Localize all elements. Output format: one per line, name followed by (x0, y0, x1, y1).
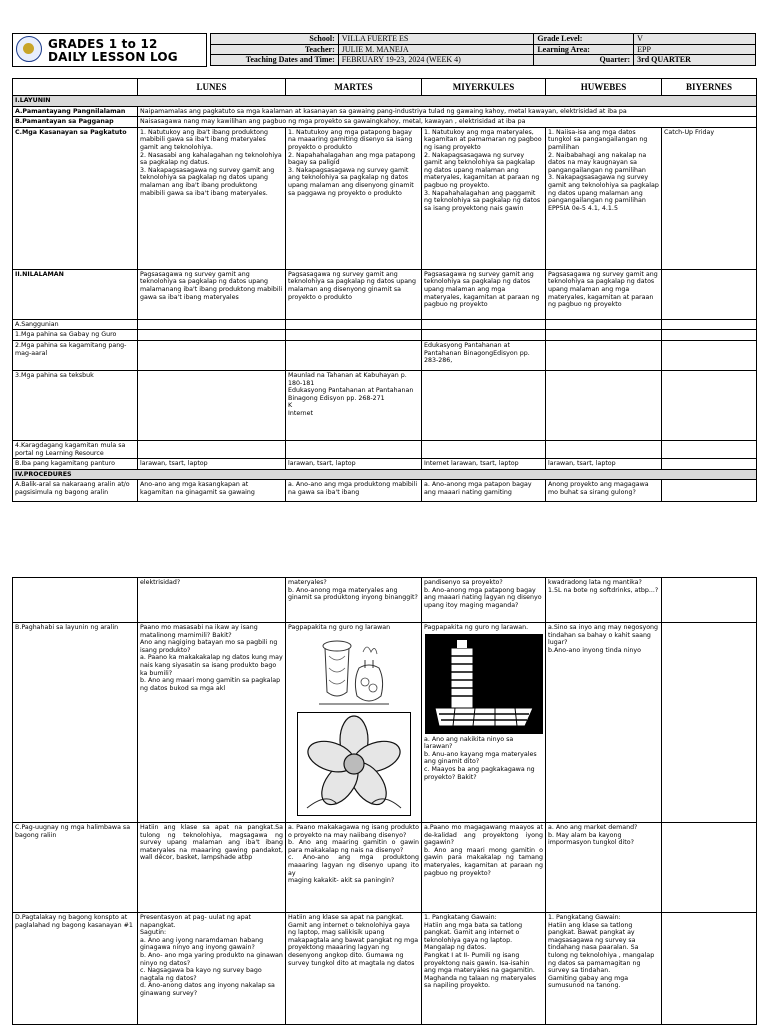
panturo-huwebes: larawan, tsart, laptop (546, 459, 662, 470)
paghahabi-lunes: Paano mo masasabi na ikaw ay isang matalinong mamimili? Bakit? Ano ang nagiging batayan mo sa pagbili ng isang produkto? a. Paano ka makakakalap ng datos kung may nais kang siyasatin sa isang produkto bago ka bumili? b. Ano ang maari mong gamitin sa pagkalap ng datos bukod sa mga akl (138, 623, 286, 823)
balik-cont-huwebes: kwadradong lata ng mantika? 1.5L na bote ng softdrinks, atbp...? (546, 578, 662, 623)
title-line-1: GRADES 1 to 12 (48, 37, 158, 51)
pag-uugnay-label: C.Pag-uugnay ng mga halimbawa sa bagong raliin (13, 823, 138, 913)
pag-uugnay-huwebes: a. Ano ang market demand? b. May alam ba kayong impormasyon tungkol dito? (546, 823, 662, 913)
balik-cont-miyerkules: pandisenyo sa proyekto? b. Ano-anong mga patapong bagay ang maaari nating lagyan ng disenyo upang itoy maging maganda? (422, 578, 546, 623)
pag-uugnay-miyerkules: a.Paano mo magagawang maayos at de-kalidad ang proyektong iyong gagawin? b. Ano ang maari mong gamitin o gawin para makakalap ng tamang materyales, kagamitan at paraan ng pagbuo ng proyekto? (422, 823, 546, 913)
quarter-value: 3rd QUARTER (634, 55, 756, 66)
nilalaman-martes: Pagsasagawa ng survey gamit ang teknolohiya sa pagkalap ng datos upang malaman ang disenyong ginamit sa proyekto o produkto (286, 269, 422, 319)
balik-martes: a. Ano-ano ang mga produktong mabibili na gawa sa iba't ibang (286, 480, 422, 502)
nilalaman-label: II.NILALAMAN (13, 269, 138, 319)
lesson-table-page1 (12, 78, 757, 502)
day-header-biyernes: BIYERNES (662, 79, 757, 96)
pangnilalaman-label: A.Pamantayang Pangnilalaman (13, 106, 138, 117)
paghahabi-martes-cell (286, 623, 422, 823)
pagganap-text: Naisasagawa nang may kawilihan ang pagbuo ng mga proyekto sa gawaingkahoy, metal, kawayan , elektrisidad at iba pa (138, 117, 757, 128)
header-info-table (210, 33, 756, 66)
panturo-martes: larawan, tsart, laptop (286, 459, 422, 470)
pagtalakay-martes: Hatiin ang klase sa apat na pangkat. Gamit ang internet o teknolohiya gaya ng laptop, mag salikisik upang makapagtala ang bawat pangkat ng mga proyektong maaaring lagyan ng desenyong angkop dito. Gumawa ng survey tungkol dito at magtala ng datos (286, 913, 422, 1025)
balik-cont-lunes: elektrisidad? (138, 578, 286, 623)
teacher-label: Teacher: (211, 44, 339, 55)
nilalaman-lunes: Pagsasagawa ng survey gamit ang teknolohiya sa pagkalap ng datos upang malamanang iba't ibang produktong mabibili gawa sa iba't ibang materyales (138, 269, 286, 319)
balik-huwebes: Anong proyekto ang magagawa mo buhat sa sirang gulong? (546, 480, 662, 502)
karagdagang-label: 4.Karagdagang kagamitan mula sa portal ng Learning Resource (13, 440, 138, 458)
kasanayan-miyerkules: 1. Natutukoy ang mga materyales, kagamitan at pamamaran ng pagboo ng isang proyekto 2. Nakapagsasagawa ng survey gamit ang teknolohiya sa pagkalap ng datos upang malaman ang materyales, kagamitan at paraan ng pagbuo ng proyekto. 3. Napahahalagahan ang paggamit ng teknolohiya sa pagkalap ng datos sa isang proyektong nais gawin (422, 127, 546, 269)
title-line-2: DAILY LESSON LOG (48, 50, 178, 64)
pagtalakay-huwebes: 1. Pangkatang Gawain: Hatiin ang klase sa tatlong pangkat. Bawat pangkat ay magsasagawa ng survey sa tindahang nasa paaralan. Sa tulong ng teknolohiya , mangalap ng datos sa pamamagitan ng survey sa tindahan. Gamiting gabay ang mga sumusunod na tanong. (546, 913, 662, 1025)
pag-uugnay-lunes: Hatiin ang klase sa apat na pangkat.Sa tulong ng teknolohiya, magsagawa ng survey upang malaman ang iba't ibang materyales na maaaring gawing pandakot, wall décor, basket, lampshade atbp (138, 823, 286, 913)
gabay-label: 1.Mga pahina sa Gabay ng Guro (13, 330, 138, 341)
balik-label: A.Balik-aral sa nakaraang aralin at/o pagsisimula ng bagong aralin (13, 480, 138, 502)
grade-label: Grade Level: (534, 34, 634, 45)
kasanayan-label: C.Mga Kasanayan sa Pagkatuto (13, 127, 138, 269)
panturo-label: B.Iba pang kagamitang panturo (13, 459, 138, 470)
paghahabi-martes: Pagpapakita ng guro ng larawan (288, 624, 391, 631)
dates-value: FEBRUARY 19-23, 2024 (WEEK 4) (338, 55, 534, 66)
paghahabi-label: B.Paghahabi sa layunin ng aralin (13, 623, 138, 823)
teksbuk-label: 3.Mga pahina sa teksbuk (13, 370, 138, 440)
kasanayan-martes: 1. Natutukoy ang mga patapong bagay na maaaring gamiting disenyo sa isang proyekto o produkto 2. Napahahalagahan ang mga patapong bagay sa paligid 3. Nakapagsasagawa ng survey gamit ang teknolohiya sa pagkalap ng datos upang malaman ang disenyong ginamit sa paggawa ng proyekto o produkto (286, 127, 422, 269)
paghahabi-miyerkules: Pagpapakita ng guro ng larawan. (424, 624, 529, 631)
day-header-martes: MARTES (286, 79, 422, 96)
section-procedures: IV.PROCEDURES (13, 469, 757, 480)
area-value: EPP (634, 44, 756, 55)
blank-header-cell (13, 79, 138, 96)
paghahabi-huwebes: a.Sino sa inyo ang may negosyong tindahan sa bahay o kahit saang lugar? b.Ano-ano inyong tinda ninyo (546, 623, 662, 823)
kasanayan-lunes: 1. Natutukoy ang iba't ibang produktong mabibili gawa sa iba't ibang materyales gamit ang teknolohiya. 2. Nasasabi ang kahalagahan ng teknolohiya sa pagkalap ng datus. 3. Nakapagsasagawa ng survey gamit ang teknolohiya sa pagkalap ng datos upang malaman ang iba't ibang produktong mabibili gawa sa iba't ibang materyales. (138, 127, 286, 269)
deped-seal-logo (16, 36, 42, 62)
nilalaman-huwebes: Pagsasagawa ng survey gamit ang teknolohiya sa pagkalap ng datos upang malaman ang mga materyales, kagamitan at paraan ng pagbuo ng proyekto (546, 269, 662, 319)
balik-lunes: Ano-ano ang mga kasangkapan at kagamitan na ginagamit sa gawaing (138, 480, 286, 502)
pagtalakay-miyerkules: 1. Pangkatang Gawain: Hatiin ang mga bata sa tatlong pangkat. Gamit ang internet o teknolohiya gaya ng laptop. Mangalap ng datos. Pangkat I at II- Pumili ng isang proyektong nais gawin. Isa-isahin ang mga materyales na gagamitin. Maghanda ng talaan ng materyales sa napiling proyekto. (422, 913, 546, 1025)
balik-cont-martes: materyales? b. Ano-anong mga materyales ang ginamit sa produktong inyong binanggit? (286, 578, 422, 623)
vase-jar-sketch-image (315, 634, 393, 710)
panturo-lunes: larawan, tsart, laptop (138, 459, 286, 470)
pagganap-label: B.Pamantayan sa Pagganap (13, 117, 138, 128)
balik-miyerkules: a. Ano-anong mga patapon bagay ang maaari nating gamiting (422, 480, 546, 502)
teksbuk-martes: Maunlad na Tahanan at Kabuhayan p. 180-181 Edukasyong Pantahanan at Pantahanan Binagong Edisyon pp. 268-271 K Internet (286, 370, 422, 440)
nilalaman-miyerkules: Pagsasagawa ng survey gamit ang teknolohiya sa pagkalap ng datos upang malaman ang mga materyales, kagamitan at paraan ng pagbuo ng proyekto (422, 269, 546, 319)
kagamitang-label: 2.Mga pahina sa kagamitang pang-mag-aaral (13, 340, 138, 370)
panturo-miyerkules: Internet larawan, tsart, laptop (422, 459, 546, 470)
kagamitang-miyerkules: Edukasyong Pantahanan at Pantahanan BinagongEdisyon pp. 283-286, (422, 340, 546, 370)
grade-value: V (634, 34, 756, 45)
nilalaman-biyernes (662, 269, 757, 319)
pagtalakay-label: D.Pagtalakay ng bagong konspto at paglalahad ng bagong kasanayan #1 (13, 913, 138, 1025)
lesson-log-title (48, 38, 178, 64)
flower-sketch-image (297, 712, 411, 816)
dates-label: Teaching Dates and Time: (211, 55, 339, 66)
pag-uugnay-martes: a. Paano makakagawa ng isang produkto o proyekto na may naiibang disenyo? b. Ano ang maaring gamitin o gawin para makakalap ng nais na disenyo? c. Ano-ano ang mga produktong maaaring lagyan ng disenyo upang ito ay maging kakakit- akit sa paningin? (286, 823, 422, 913)
school-label: School: (211, 34, 339, 45)
paghahabi-miyerkules-cell (422, 623, 546, 823)
area-label: Learning Area: (534, 44, 634, 55)
day-header-row (13, 79, 757, 96)
paghahabi-miyerkules-questions: a. Ano ang nakikita ninyo sa larawan? b. Anu-ano kayang mga materyales ang ginamit dito? c. Maayos ba ang pagkakagawa ng proyekto? Bakit? (424, 735, 537, 781)
lesson-table-page2 (12, 577, 757, 1025)
day-header-lunes: LUNES (138, 79, 286, 96)
section-layunin: I.LAYUNIN (13, 96, 757, 107)
pagtalakay-lunes: Presentasyon at pag- uulat ng apat napangkat. Sagutin: a. Ano ang iyong naramdaman habang ginagawa ninyo ang inyong gawain? b. Ano- ano mga yaring produkto na ginawan ninyo ng datos? c. Nagsagawa ba kayo ng survey bago nagtala ng datos? d. Ano-anong datos ang inyong nakalap sa ginawang survey? (138, 913, 286, 1025)
pangnilalaman-text: Naipamamalas ang pagkatuto sa mga kaalaman at kasanayan sa gawaing pang-industriya tulad ng gawaing kahoy, metal kawayan, elektrisidad at iba pa (138, 106, 757, 117)
kasanayan-huwebes: 1. Naiisa-isa ang mga datos tungkol sa pangangailangan ng pamilihan 2. Naibabahagi ang nakalap na datos na may kaugnayan sa pangangailangan ng pamilihan 3. Nakapagsasagawa ng survey gamit ang teknolohiya sa pagkalap ng datos upang malaman ang pangangailangan ng pamilihan EPP5IA 0e-5 4.1, 4.1.5 (546, 127, 662, 269)
sanggunian-label: A.Sanggunian (13, 319, 138, 330)
teacher-value: JULIE M. MANEJA (338, 44, 534, 55)
kasanayan-biyernes: Catch-Up Friday (662, 127, 757, 269)
day-header-miyerkules: MIYERKULES (422, 79, 546, 96)
quarter-label: Quarter: (534, 55, 634, 66)
bottle-basket-image (425, 634, 543, 734)
day-header-huwebes: HUWEBES (546, 79, 662, 96)
school-value: VILLA FUERTE ES (338, 34, 534, 45)
